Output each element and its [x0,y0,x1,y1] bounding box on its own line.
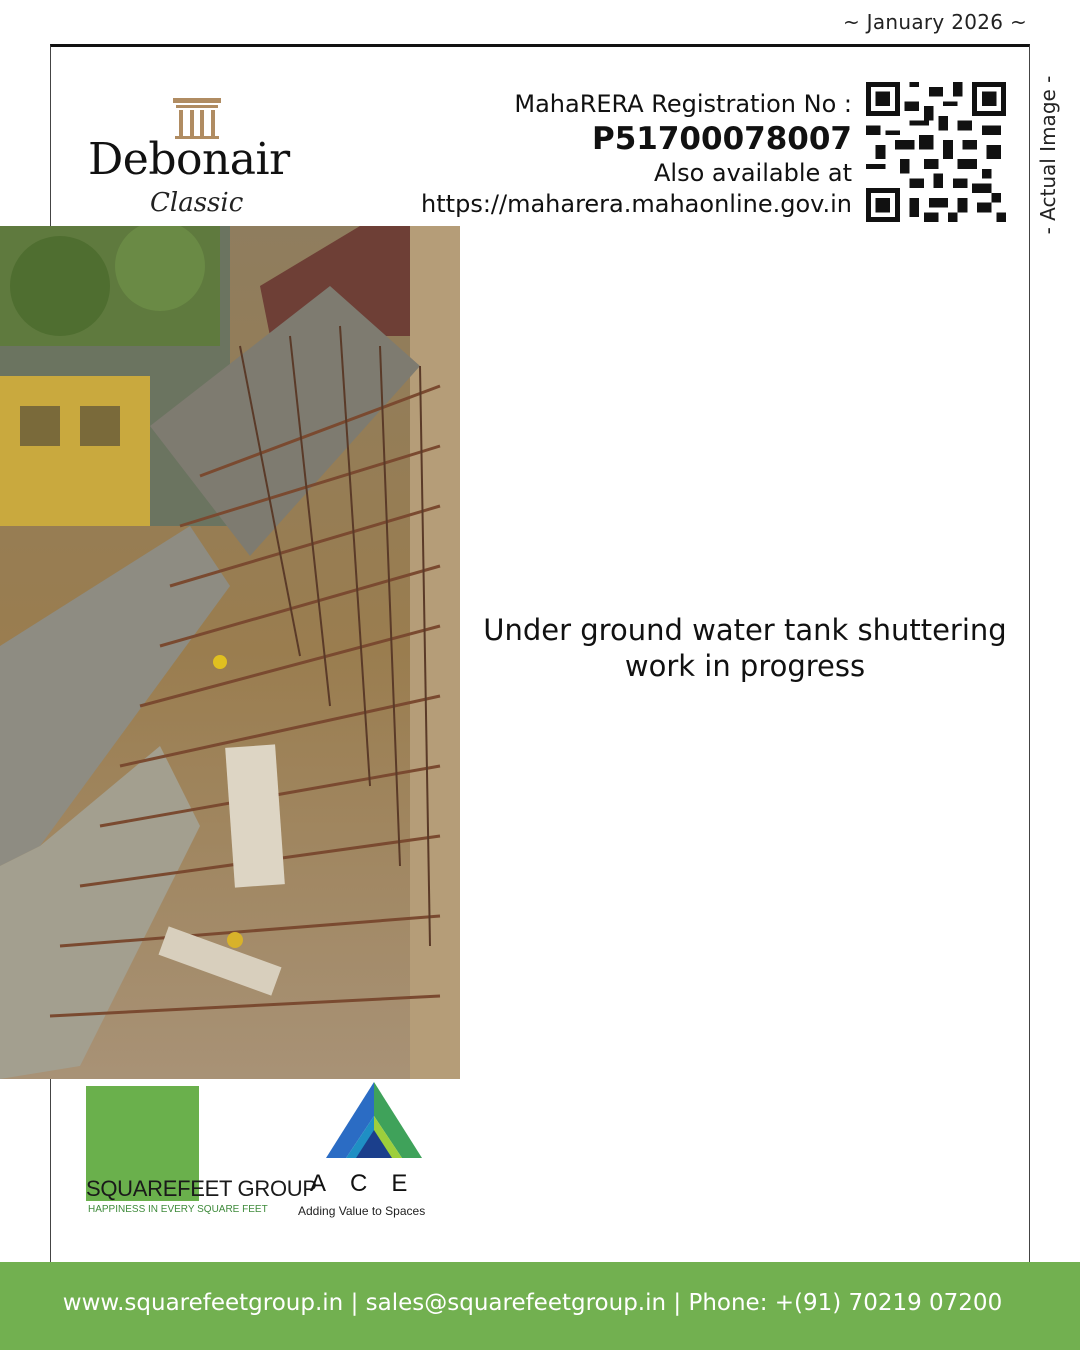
brand-subtitle: Classic [150,188,244,218]
caption-line-1: Under ground water tank shuttering [483,613,1007,647]
rera-label: MahaRERA Registration No : [514,90,852,118]
squarefeet-name [86,1176,317,1202]
qr-code-icon[interactable] [866,82,1006,222]
squarefeet-name-b: GROUP [231,1176,317,1201]
squarefeet-logo [86,1086,317,1221]
footer-bar [0,1262,1080,1350]
debonair-logo [58,80,363,235]
rera-also: Also available at [654,159,852,187]
ace-tagline: Adding Value to Spaces [298,1204,426,1218]
footer-contact[interactable]: www.squarefeetgroup.in | sales@squarefeetgroup.in | Phone: +(91) 70219 07200 [62,1290,1003,1316]
rera-number: P51700078007 [592,121,852,157]
photo-illustration [0,226,460,1079]
photo-caption [465,612,1025,684]
construction-site-photo [0,226,460,1079]
squarefeet-tagline: HAPPINESS IN EVERY SQUARE FEET [88,1204,268,1215]
rera-url[interactable]: https://maharera.mahaonline.gov.in [421,190,852,218]
rera-block [421,88,852,220]
caption-line-2: work in progress [624,649,866,683]
squarefeet-name-a: SQUAREFEET [86,1176,232,1201]
brand-name: Debonair [88,134,290,185]
ace-a-icon [296,1080,456,1164]
ace-word: ACE [310,1170,432,1197]
ace-logo [296,1080,456,1220]
actual-image-label: - Actual Image - [1036,75,1060,235]
date-label: ~ January 2026 ~ [842,10,1028,34]
